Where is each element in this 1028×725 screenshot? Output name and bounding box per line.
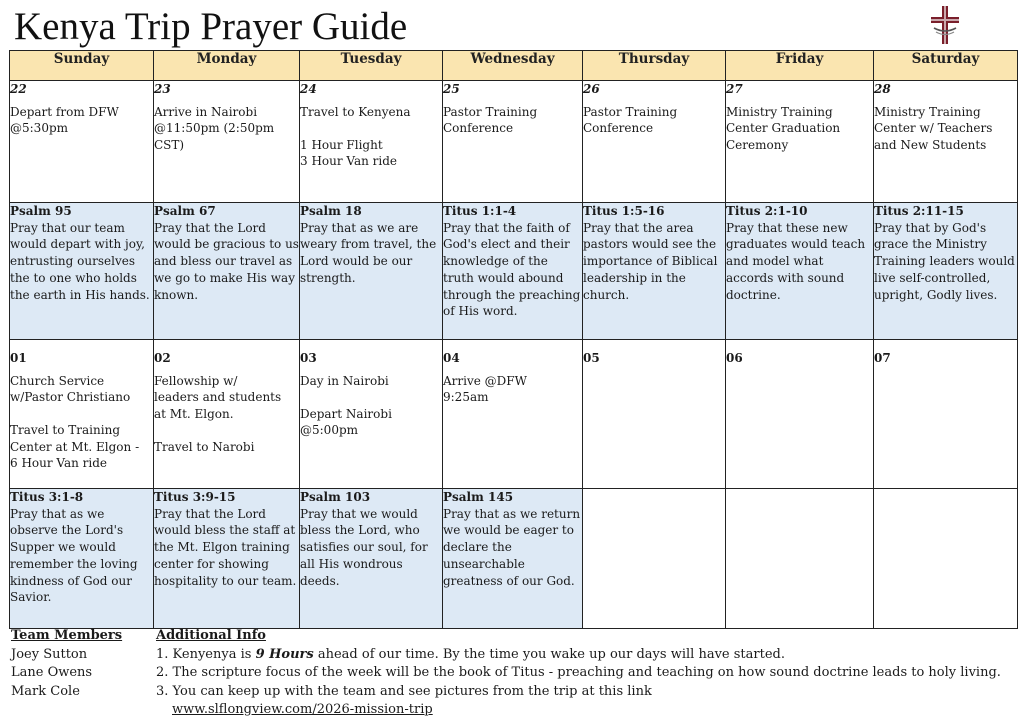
prayer-cell-empty: [874, 489, 1018, 629]
week2-events-row: [10, 340, 1018, 489]
info-link-line: [156, 701, 1001, 720]
date-number: 23: [154, 82, 171, 96]
day-cell: [583, 340, 726, 489]
day-header: Friday: [726, 51, 874, 81]
time-difference: 9 Hours: [255, 646, 314, 662]
day-cell: [726, 340, 874, 489]
event-text: Arrive @DFW 9:25am: [443, 373, 527, 404]
prayer-cell: [300, 489, 443, 629]
team-member: Joey Sutton: [11, 646, 88, 662]
cross-logo-icon: [925, 4, 965, 46]
date-number: 24: [300, 82, 317, 96]
day-header: Monday: [154, 51, 300, 81]
page-title: Kenya Trip Prayer Guide: [14, 5, 408, 48]
event-text: Pastor Training Conference: [583, 104, 678, 135]
date-number: 06: [726, 351, 743, 365]
prayer-cell: [443, 489, 583, 629]
prayer-text: Pray that as we return we would be eager to declare the unsearchable greatness of our God.: [443, 506, 581, 588]
date-number: 27: [726, 82, 743, 96]
team-member: Lane Owens: [11, 665, 93, 680]
day-header: Thursday: [583, 51, 726, 81]
additional-info-heading: Additional Info: [156, 628, 266, 643]
prayer-text: Pray that our team would depart with joy, entrusting ourselves the to one who holds the earth in His hands.: [10, 220, 150, 302]
date-number: 07: [874, 351, 891, 365]
day-cell: [874, 81, 1018, 203]
day-cell: [443, 340, 583, 489]
prayer-text: Pray that by God's grace the Ministry Training leaders would live self-controlled, upright, Godly lives.: [874, 220, 1015, 302]
prayer-cell: [443, 203, 583, 340]
scripture-reference: Psalm 67: [154, 204, 216, 218]
prayer-cell: [154, 203, 300, 340]
event-text: Fellowship w/ leaders and students at Mt. Elgon. Travel to Narobi: [154, 373, 282, 454]
day-header: Saturday: [874, 51, 1018, 81]
day-cell: [154, 340, 300, 489]
event-text: Day in Nairobi Depart Nairobi @5:00pm: [300, 373, 392, 437]
prayer-calendar: [9, 50, 1018, 629]
scripture-reference: Psalm 103: [300, 490, 371, 504]
date-number: 22: [10, 82, 27, 96]
day-header: Wednesday: [443, 51, 583, 81]
prayer-cell: [874, 203, 1018, 340]
prayer-cell: [300, 203, 443, 340]
info-line-1-start: 1. Kenyenya is: [156, 646, 256, 662]
event-text: Church Service w/Pastor Christiano Travel to Training Center at Mt. Elgon - 6 Hour Van ride: [10, 373, 140, 470]
scripture-reference: Psalm 95: [10, 204, 72, 218]
event-text: Arrive in Nairobi @11:50pm (2:50pm CST): [154, 104, 275, 152]
prayer-cell-empty: [726, 489, 874, 629]
info-line-1-end: ahead of our time. By the time you wake up our days will have started.: [313, 646, 785, 662]
scripture-reference: Titus 2:11-15: [874, 204, 964, 218]
prayer-text: Pray that the Lord would be gracious to us and bless our travel as we go to make His way known.: [154, 220, 299, 302]
day-header: Tuesday: [300, 51, 443, 81]
date-number: 03: [300, 351, 317, 365]
prayer-cell: [10, 489, 154, 629]
prayer-cell-empty: [583, 489, 726, 629]
date-number: 05: [583, 351, 600, 365]
day-header-row: [10, 51, 1018, 81]
date-number: 04: [443, 351, 460, 365]
scripture-reference: Titus 2:1-10: [726, 204, 808, 218]
day-cell: [443, 81, 583, 203]
info-line-2: 2. The scripture focus of the week will be the book of Titus - preaching and teaching on how sound doctrine leads to holy living.: [156, 665, 1001, 680]
scripture-reference: Psalm 145: [443, 490, 514, 504]
prayer-text: Pray that the Lord would bless the staff at the Mt. Elgon training center for showing hospitality to our team.: [154, 506, 297, 588]
day-cell: [154, 81, 300, 203]
prayer-text: Pray that as we observe the Lord's Supper we would remember the loving kindness of God our Savior.: [10, 506, 138, 605]
week1-prayer-row: [10, 203, 1018, 340]
event-text: Ministry Training Center Graduation Ceremony: [726, 104, 841, 152]
team-members-section: [11, 627, 122, 701]
event-text: Travel to Kenyena 1 Hour Flight 3 Hour Van ride: [300, 104, 411, 168]
day-cell: [874, 340, 1018, 489]
prayer-text: Pray that we would bless the Lord, who satisfies our soul, for all His wondrous deeds.: [300, 506, 428, 588]
day-cell: [10, 81, 154, 203]
scripture-reference: Titus 1:1-4: [443, 204, 517, 218]
date-number: 28: [874, 82, 891, 96]
prayer-text: Pray that as we are weary from travel, the Lord would be our strength.: [300, 220, 437, 285]
prayer-text: Pray that the area pastors would see the importance of Biblical leadership in the church.: [583, 220, 718, 302]
scripture-reference: Titus 3:1-8: [10, 490, 84, 504]
day-header: Sunday: [10, 51, 154, 81]
additional-info-section: [156, 627, 1001, 720]
prayer-cell: [583, 203, 726, 340]
day-cell: [583, 81, 726, 203]
event-text: Ministry Training Center w/ Teachers and New Students: [874, 104, 993, 152]
week1-events-row: [10, 81, 1018, 203]
day-cell: [726, 81, 874, 203]
date-number: 02: [154, 351, 171, 365]
date-number: 26: [583, 82, 600, 96]
date-number: 25: [443, 82, 460, 96]
date-number: 01: [10, 351, 27, 365]
week2-prayer-row: [10, 489, 1018, 629]
scripture-reference: Titus 3:9-15: [154, 490, 236, 504]
day-cell: [300, 81, 443, 203]
prayer-cell: [10, 203, 154, 340]
prayer-cell: [154, 489, 300, 629]
prayer-text: Pray that these new graduates would teach and model what accords with sound doctrine.: [726, 220, 866, 302]
team-member: Mark Cole: [11, 683, 80, 699]
day-cell: [300, 340, 443, 489]
event-text: Pastor Training Conference: [443, 104, 538, 135]
team-members-heading: Team Members: [11, 628, 123, 643]
event-text: Depart from DFW @5:30pm: [10, 104, 119, 135]
prayer-text: Pray that the faith of God's elect and their knowledge of the truth would abound through the preaching of His word.: [443, 220, 581, 319]
info-line-3: 3. You can keep up with the team and see pictures from the trip at this link: [156, 683, 652, 699]
prayer-cell: [726, 203, 874, 340]
day-cell: [10, 340, 154, 489]
scripture-reference: Titus 1:5-16: [583, 204, 665, 218]
trip-website-link[interactable]: www.slflongview.com/2026-mission-trip: [172, 702, 433, 717]
info-line-1: [156, 646, 1001, 665]
scripture-reference: Psalm 18: [300, 204, 362, 218]
